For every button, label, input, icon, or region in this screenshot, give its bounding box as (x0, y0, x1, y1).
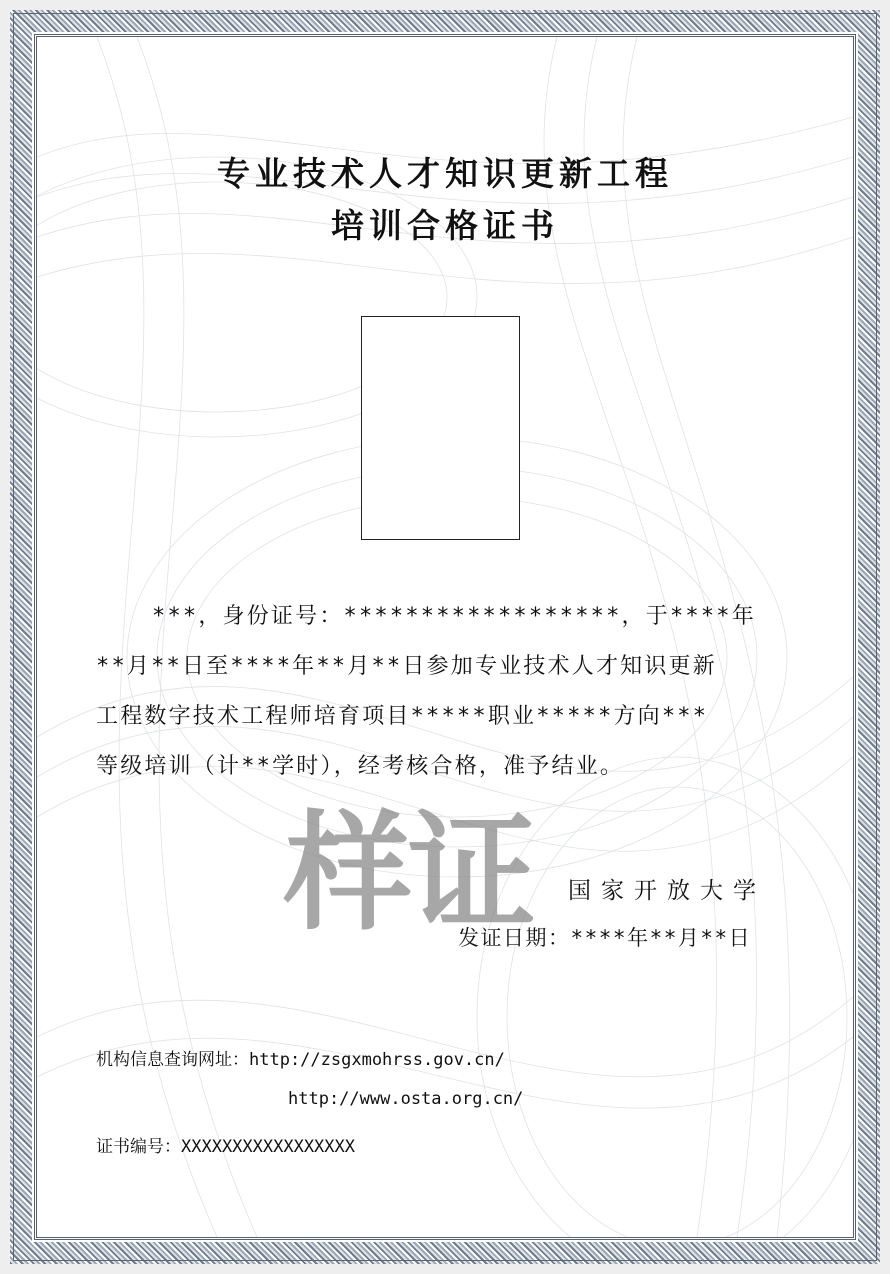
photo-placeholder (361, 316, 520, 540)
body-text-line3: 工程数字技术工程师培育项目*****职业*****方向*** (96, 704, 709, 729)
issue-date: 发证日期：****年**月**日 (458, 926, 752, 950)
query-url-1[interactable]: http://zsgxmohrss.gov.cn/ (249, 1050, 505, 1070)
sample-watermark: 样证 (284, 798, 533, 948)
certificate-title-line1: 专业技术人才知识更新工程 (217, 154, 673, 193)
body-text-line2: **月**日至****年**月**日参加专业技术人才知识更新 (96, 654, 717, 679)
certificate-title-line2: 培训合格证书 (331, 206, 559, 245)
body-text-line4: 等级培训（计**学时），经考核合格，准予结业。 (96, 754, 625, 779)
body-text-line1: ***，身份证号：******************，于****年 (152, 604, 756, 629)
query-url-row (96, 1045, 505, 1070)
issuer-name: 国家开放大学 (568, 878, 766, 904)
query-url-2[interactable]: http://www.osta.org.cn/ (288, 1089, 524, 1109)
query-label: 机构信息查询网址： (96, 1050, 249, 1070)
certificate-number: 证书编号：XXXXXXXXXXXXXXXXX (96, 1137, 355, 1157)
